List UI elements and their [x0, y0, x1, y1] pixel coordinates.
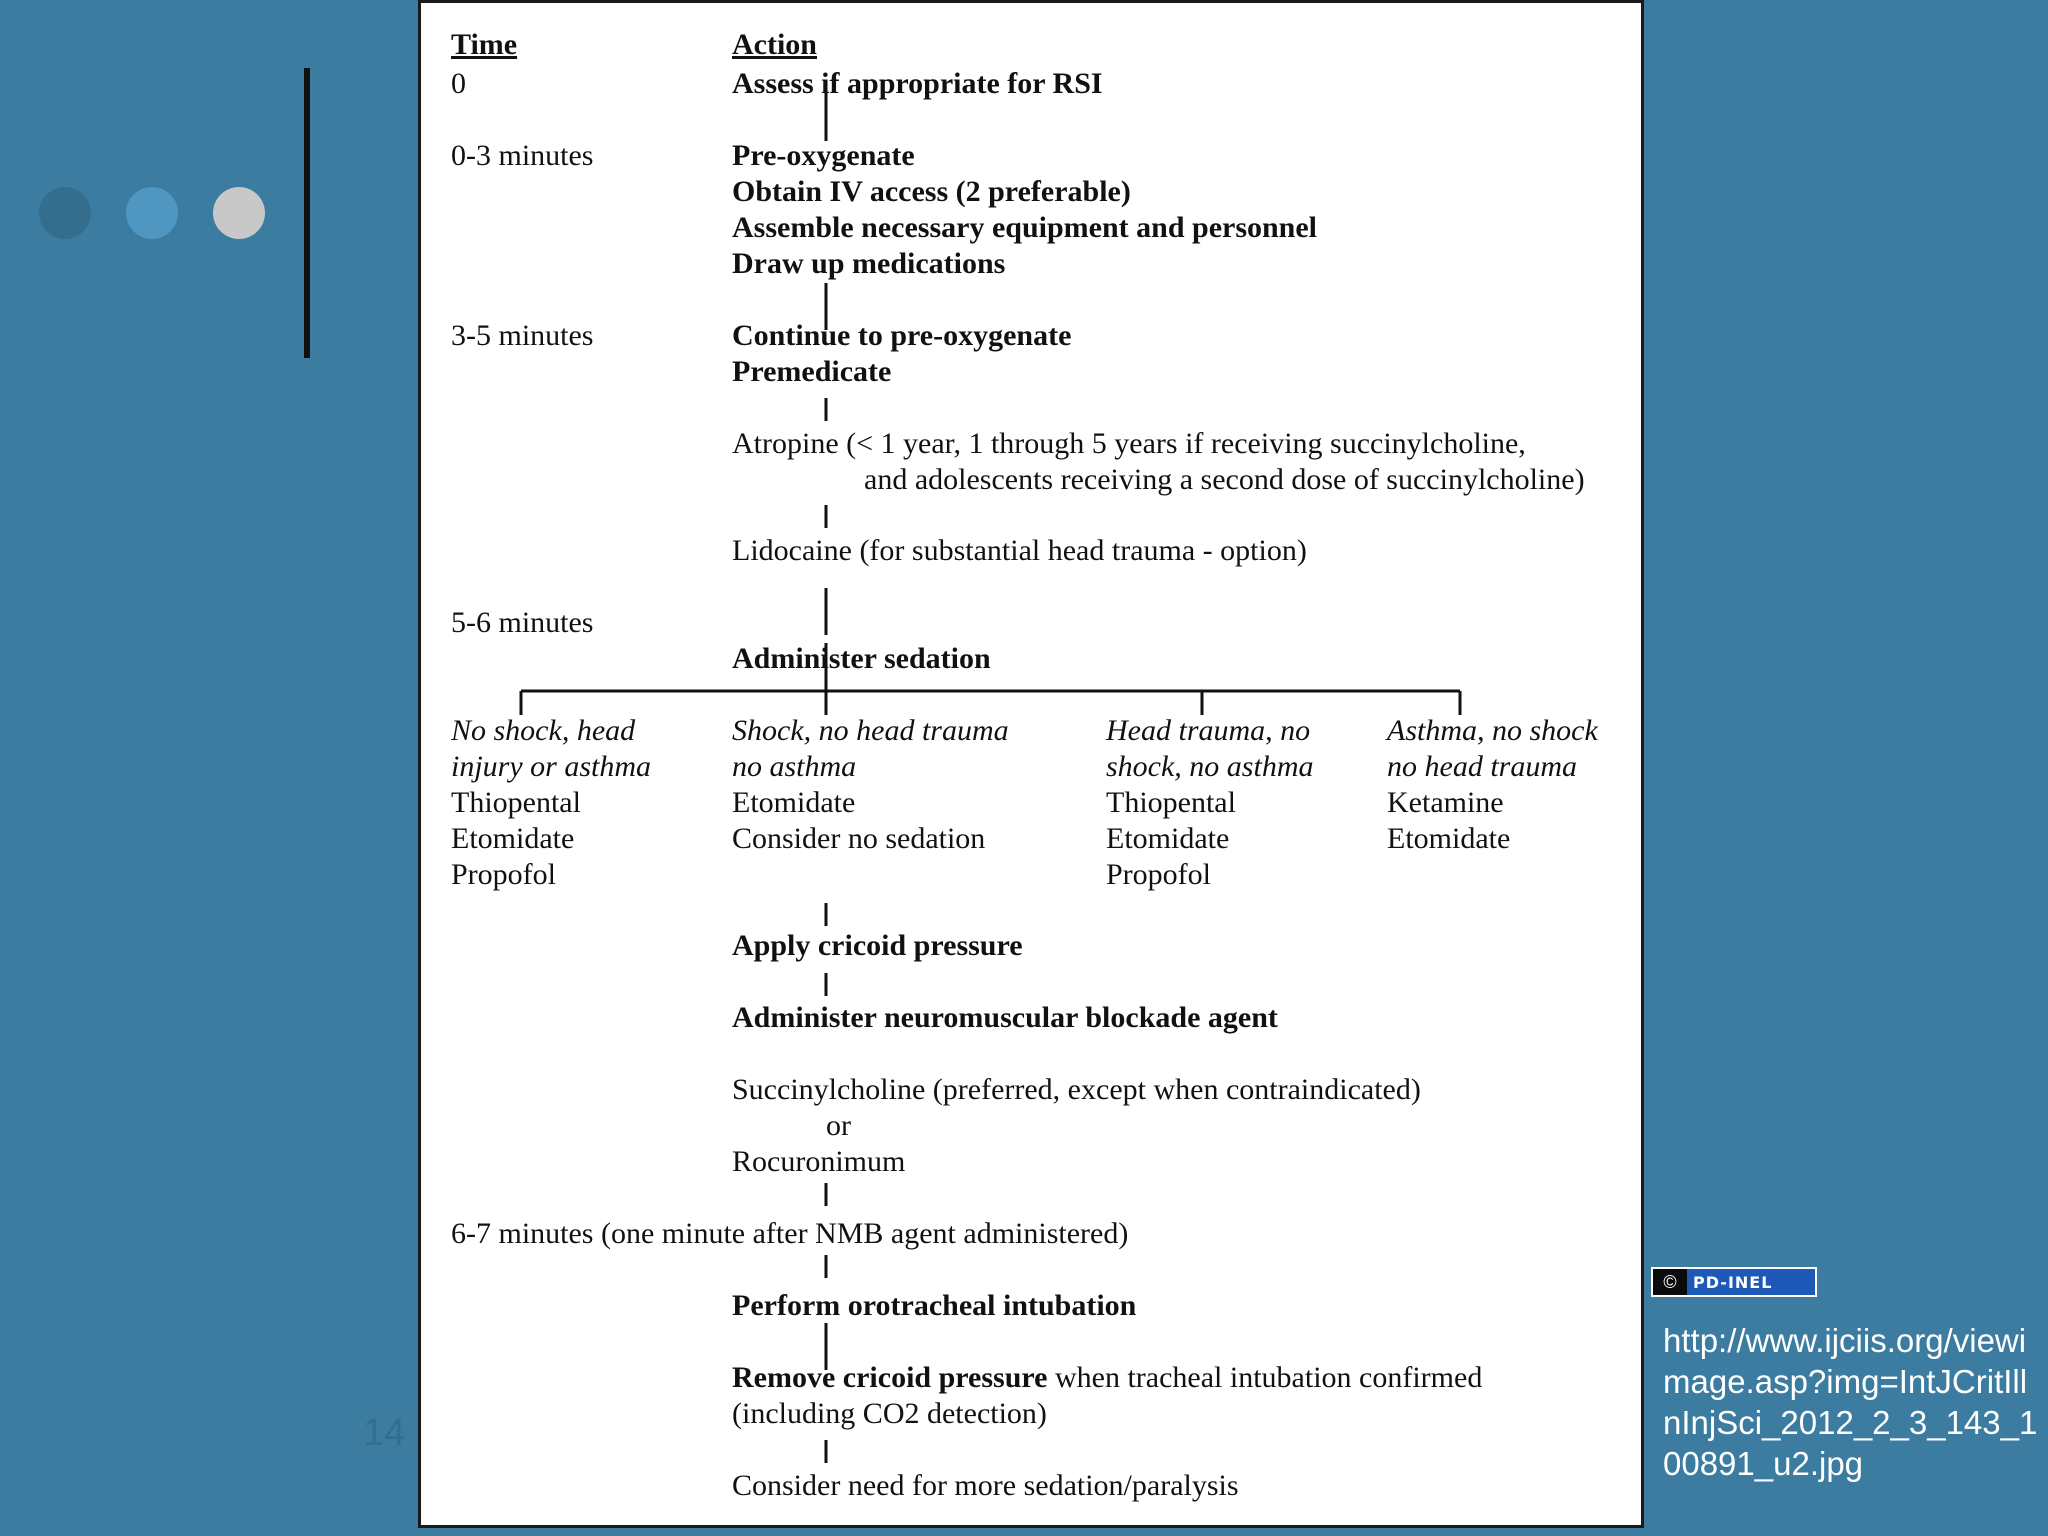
step-remove-cricoid — [732, 1360, 1482, 1396]
time-label: 6-7 minutes (one minute after NMB agent administered) — [451, 1217, 1129, 1250]
branch-drug: Propofol — [451, 858, 556, 891]
source-url[interactable]: http://www.ijciis.org/viewimage.asp?img=IntJCritIllnInjSci_2012_2_3_143_100891_u2.jpg — [1663, 1322, 2038, 1482]
branch-drug: Ketamine — [1387, 786, 1504, 819]
branch-condition: injury or asthma — [451, 750, 652, 783]
step-nmb: Administer neuromuscular blockade agent — [732, 1001, 1278, 1034]
rsi-flowchart-figure — [418, 0, 1644, 1528]
step-rocuronium: Rocuronimum — [732, 1145, 906, 1178]
step-remove-rest: when tracheal intubation confirmed — [1047, 1361, 1483, 1394]
step-premedicate: Premedicate — [732, 355, 892, 388]
step-preoxygenate: Pre-oxygenate — [732, 139, 915, 172]
branch-drug: Etomidate — [732, 786, 856, 819]
time-header: Time — [451, 28, 518, 61]
time-label: 3-5 minutes — [451, 319, 594, 352]
step-assess: Assess if appropriate for RSI — [732, 67, 1103, 100]
step-or: or — [826, 1109, 851, 1142]
branch-drug: Propofol — [1106, 858, 1211, 891]
branch-drug: Thiopental — [451, 786, 581, 819]
decor-dot-1 — [39, 187, 91, 239]
step-assemble: Assemble necessary equipment and personnel — [732, 211, 1318, 244]
step-succinylcholine: Succinylcholine (preferred, except when contraindicated) — [732, 1073, 1421, 1106]
step-lidocaine: Lidocaine (for substantial head trauma - option) — [732, 534, 1307, 567]
time-label: 0-3 minutes — [451, 139, 594, 172]
step-atropine: Atropine (< 1 year, 1 through 5 years if receiving succinylcholine, — [732, 427, 1526, 460]
branch-condition: no asthma — [732, 750, 857, 783]
step-intubation: Perform orotracheal intubation — [732, 1289, 1137, 1322]
step-sedation: Administer sedation — [732, 642, 991, 675]
branch-drug: Etomidate — [1106, 822, 1230, 855]
branch-condition: No shock, head — [451, 714, 636, 747]
decor-dot-2 — [126, 187, 178, 239]
branch-condition: shock, no asthma — [1106, 750, 1314, 783]
step-remove-bold: Remove cricoid pressure — [732, 1361, 1048, 1394]
step-atropine-cont: and adolescents receiving a second dose of succinylcholine) — [864, 463, 1585, 496]
slide-number: 14 — [363, 1412, 406, 1454]
copyright-icon: © — [1653, 1269, 1687, 1295]
step-co2: (including CO2 detection) — [732, 1397, 1047, 1430]
branch-condition: Asthma, no shock — [1387, 714, 1598, 747]
step-draw-up: Draw up medications — [732, 247, 1006, 280]
action-header: Action — [732, 28, 817, 61]
branch-drug: Etomidate — [451, 822, 575, 855]
branch-drug: Thiopental — [1106, 786, 1236, 819]
step-cricoid: Apply cricoid pressure — [732, 929, 1023, 962]
branch-condition: no head trauma — [1387, 750, 1577, 783]
time-label: 0 — [451, 67, 466, 100]
time-label: 5-6 minutes — [451, 606, 594, 639]
step-continue-preox: Continue to pre-oxygenate — [732, 319, 1072, 352]
branch-drug: Consider no sedation — [732, 822, 986, 855]
decor-vertical-bar — [304, 68, 310, 358]
license-label: PD-INEL — [1693, 1272, 1773, 1292]
branch-drug: Etomidate — [1387, 822, 1511, 855]
step-iv-access: Obtain IV access (2 preferable) — [732, 175, 1131, 208]
step-consider: Consider need for more sedation/paralysis — [732, 1469, 1239, 1502]
branch-condition: Head trauma, no — [1106, 714, 1311, 747]
branch-condition: Shock, no head trauma — [732, 714, 1009, 747]
license-badge[interactable] — [1651, 1267, 1817, 1297]
decor-dot-3 — [213, 187, 265, 239]
